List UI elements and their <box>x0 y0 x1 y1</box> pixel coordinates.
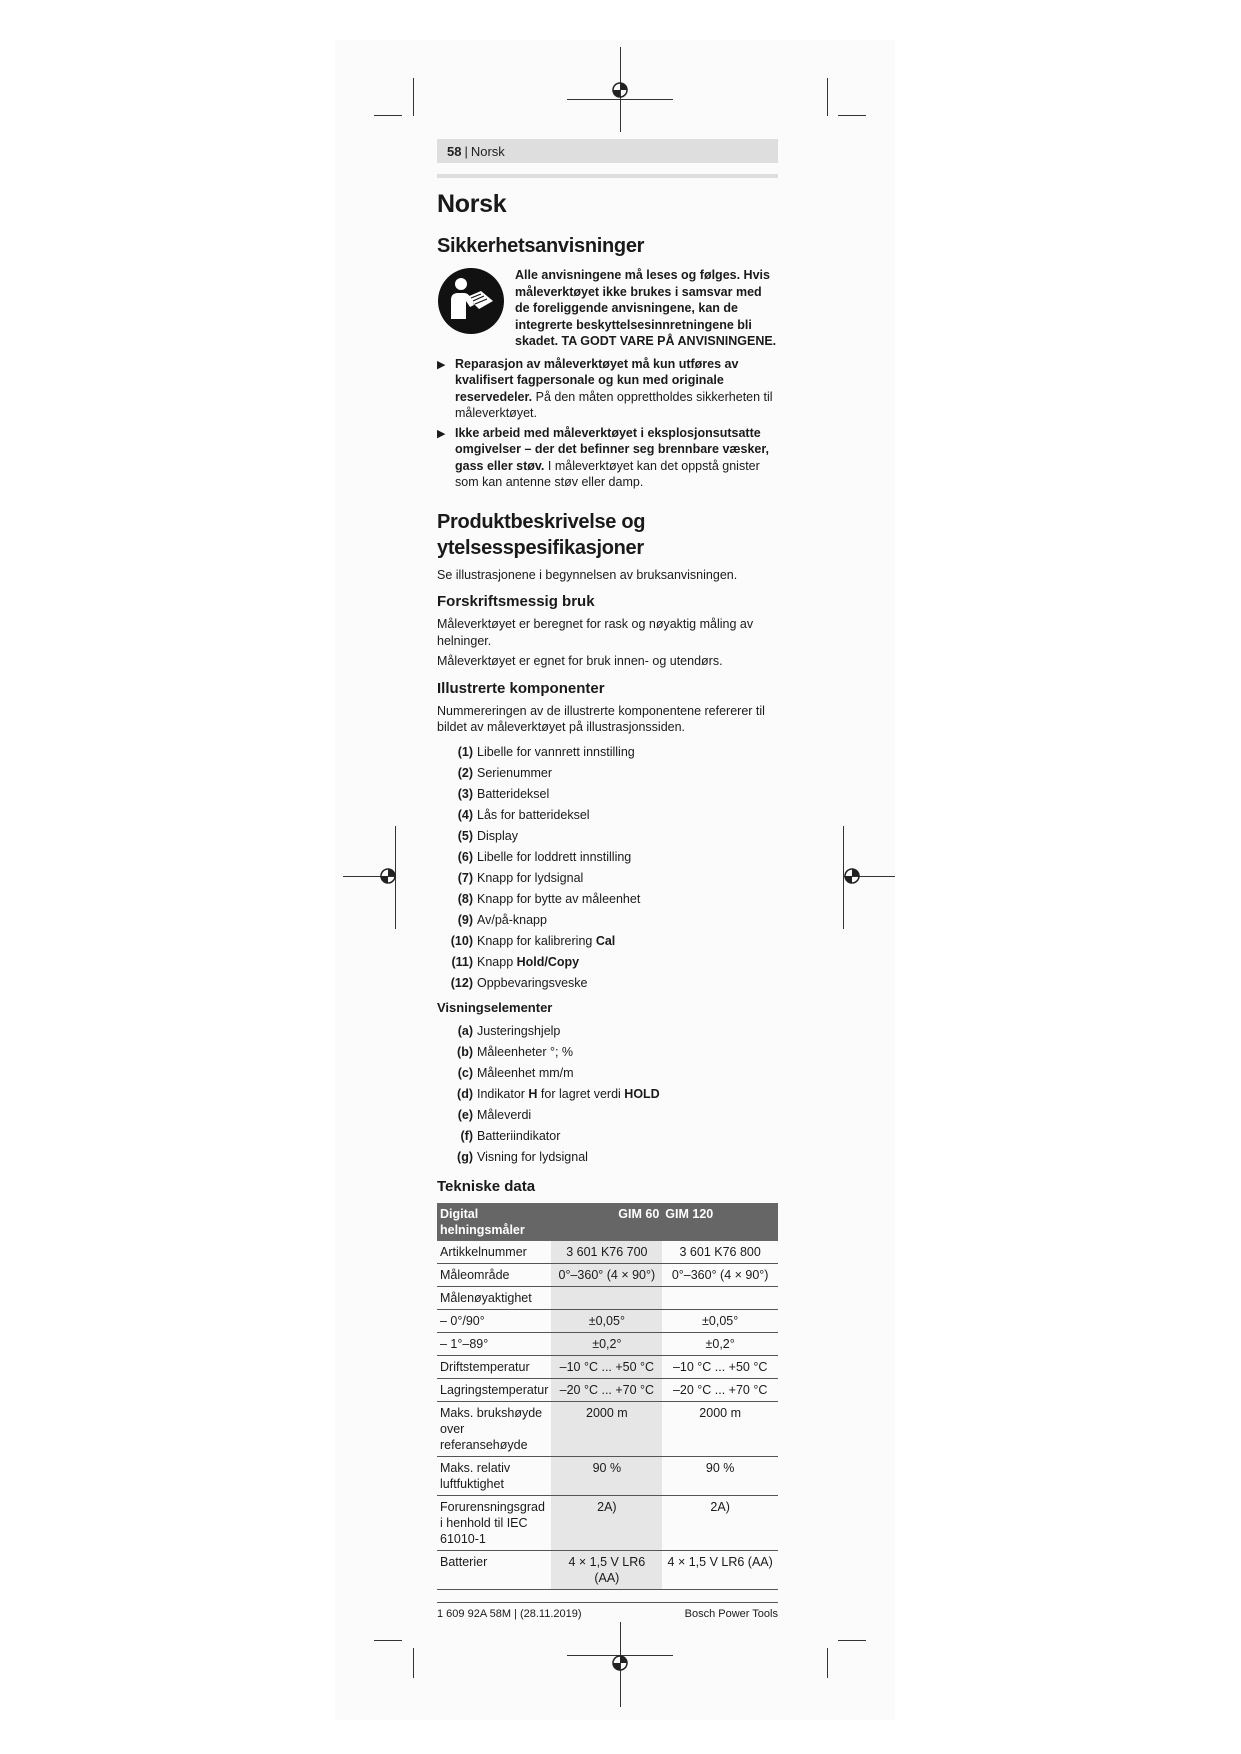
item-label-bold: H <box>528 1086 538 1101</box>
list-item <box>437 784 778 805</box>
item-label <box>477 1126 560 1147</box>
item-label-text: Libelle for vannrett innstilling <box>477 744 635 759</box>
item-label-bold: Cal <box>595 933 616 948</box>
crop-mark <box>413 1648 414 1678</box>
crop-mark <box>413 78 414 116</box>
item-number: (a) <box>457 1023 473 1038</box>
item-number: (3) <box>457 786 473 801</box>
table-header-cell: GIM 60 <box>551 1203 662 1241</box>
item-label <box>477 973 587 994</box>
table-cell: Maks. relativ luftfuktighet <box>437 1456 551 1495</box>
table-row <box>437 1456 778 1495</box>
item-label-text: Visning for lydsignal <box>477 1149 588 1164</box>
page-footer <box>437 1602 778 1620</box>
table-cell: ±0,2° <box>662 1332 778 1355</box>
item-label <box>477 847 631 868</box>
safety-warning <box>437 267 778 350</box>
table-row <box>437 1286 778 1309</box>
safety-bullet <box>437 425 778 491</box>
table-cell <box>551 1286 662 1309</box>
item-label-text: Serienummer <box>477 765 553 780</box>
section-heading-safety: Sikkerhetsanvisninger <box>437 235 645 257</box>
item-number: (g) <box>457 1149 473 1164</box>
bullet-text: På den måten opprettholdes sikkerheten til måleverktøyet. <box>455 389 773 420</box>
table-cell: Målenøyaktighet <box>437 1286 551 1309</box>
list-item <box>437 805 778 826</box>
table-row <box>437 1241 778 1264</box>
table-cell: –20 °C ... +70 °C <box>662 1378 778 1401</box>
table-cell: –10 °C ... +50 °C <box>662 1355 778 1378</box>
item-number: (4) <box>457 807 473 822</box>
item-label <box>477 1021 560 1042</box>
table-row <box>437 1309 778 1332</box>
list-item <box>437 1147 778 1168</box>
table-cell: 2000 m <box>662 1401 778 1456</box>
item-label <box>477 742 635 763</box>
table-cell: Lagringstemperatur <box>437 1378 551 1401</box>
table-cell: – 1°–89° <box>437 1332 551 1355</box>
table-cell: 2000 m <box>551 1401 662 1456</box>
table-row <box>437 1355 778 1378</box>
table-cell: Måleområde <box>437 1263 551 1286</box>
bullet-content <box>455 356 778 422</box>
item-label <box>477 931 615 952</box>
safety-bullet <box>437 356 778 422</box>
table-cell: 3 601 K76 700 <box>551 1241 662 1264</box>
crop-mark <box>838 115 866 116</box>
list-item <box>437 889 778 910</box>
intended-use-text: Måleverktøyet er beregnet for rask og nøyaktig måling av helninger. <box>437 617 754 648</box>
components-intro: Nummereringen av de illustrerte komponentene refererer til bildet av måleverktøyet på illustrasjonssiden. <box>437 703 765 734</box>
item-label-text: Indikator <box>477 1086 529 1101</box>
list-item <box>437 742 778 763</box>
table-cell: –20 °C ... +70 °C <box>551 1378 662 1401</box>
item-label <box>477 868 583 889</box>
table-cell: Artikkelnummer <box>437 1241 551 1264</box>
item-number: (1) <box>457 744 473 759</box>
components-list <box>437 742 778 994</box>
table-cell: 2A) <box>551 1495 662 1550</box>
header-language: Norsk <box>470 143 505 159</box>
table-cell: ±0,2° <box>551 1332 662 1355</box>
item-label-text: Batteriindikator <box>477 1128 561 1143</box>
item-label-text: Måleenheter °; % <box>477 1044 574 1059</box>
table-cell: –10 °C ... +50 °C <box>551 1355 662 1378</box>
table-cell: ±0,05° <box>662 1309 778 1332</box>
list-item <box>437 826 778 847</box>
item-label <box>477 805 590 826</box>
crop-mark <box>374 1640 402 1641</box>
subheading-tech-data: Tekniske data <box>437 1177 536 1195</box>
item-number: (6) <box>457 849 473 864</box>
bullet-content <box>455 425 778 491</box>
item-label-text: Batterideksel <box>477 786 550 801</box>
footer-doc-id: 1 609 92A 58M | (28.11.2019) <box>437 1608 582 1620</box>
document-page <box>437 139 778 1590</box>
table-cell: Maks. brukshøyde over referansehøyde <box>437 1401 551 1456</box>
registration-mark-icon <box>378 866 398 886</box>
table-cell <box>662 1286 778 1309</box>
item-number: (9) <box>457 912 473 927</box>
item-label-bold: HOLD <box>624 1086 660 1101</box>
heading-line: Produktbeskrivelse og <box>437 510 646 533</box>
table-header-cell: GIM 120 <box>662 1203 778 1241</box>
bullet-bold-text: Reparasjon av måleverktøyet må kun utføres av kvalifisert fagpersonale og kun med originale reservedeler. <box>455 356 739 404</box>
item-label-text: Måleenhet mm/m <box>477 1065 574 1080</box>
list-item <box>437 1084 778 1105</box>
table-row <box>437 1495 778 1550</box>
table-row <box>437 1550 778 1589</box>
read-manual-icon <box>437 267 505 335</box>
item-label-text: Libelle for loddrett innstilling <box>477 849 632 864</box>
list-item <box>437 910 778 931</box>
registration-mark-icon <box>610 1653 630 1673</box>
table-cell: 2A) <box>662 1495 778 1550</box>
table-row <box>437 1332 778 1355</box>
item-label-text: Måleverdi <box>477 1107 532 1122</box>
table-cell: ±0,05° <box>551 1309 662 1332</box>
table-row <box>437 1401 778 1456</box>
registration-mark-icon <box>842 866 862 886</box>
subheading-intended-use: Forskriftsmessig bruk <box>437 593 595 610</box>
table-cell: 4 × 1,5 V LR6 (AA) <box>551 1550 662 1589</box>
item-label <box>477 1084 660 1105</box>
item-number: (d) <box>457 1086 473 1101</box>
item-number: (5) <box>457 828 473 843</box>
item-label <box>477 1147 588 1168</box>
item-label-text: Lås for batterideksel <box>477 807 590 822</box>
table-cell: 0°–360° (4 × 90°) <box>551 1263 662 1286</box>
list-item <box>437 847 778 868</box>
item-label-text: Display <box>477 828 518 843</box>
item-label-text: for lagret verdi <box>537 1086 625 1101</box>
item-label-text: Knapp for lydsignal <box>477 870 584 885</box>
warning-text: Alle anvisningene må leses og følges. Hvis måleverktøyet ikke brukes i samsvar med de foreliggende anvisningene, kan de integrerte beskyttelsesinnretningene bli skadet. TA GODT VARE PÅ ANVISNINGENE. <box>515 268 777 348</box>
page-header <box>437 139 778 163</box>
list-item <box>437 763 778 784</box>
item-label <box>477 889 640 910</box>
table-cell: 90 % <box>662 1456 778 1495</box>
item-label <box>477 1042 573 1063</box>
crop-mark <box>374 115 402 116</box>
item-label-text: Av/på-knapp <box>477 912 547 927</box>
display-elements-list <box>437 1021 778 1168</box>
table-cell: 3 601 K76 800 <box>662 1241 778 1264</box>
table-cell: 0°–360° (4 × 90°) <box>662 1263 778 1286</box>
header-rule <box>437 174 778 178</box>
item-label-text: Knapp <box>477 954 517 969</box>
bullet-bold-text: Ikke arbeid med måleverktøyet i eksplosjonsutsatte omgivelser – der det befinner seg brennbare væsker, gass eller støv. <box>455 425 770 473</box>
list-item <box>437 1063 778 1084</box>
subheading-components: Illustrerte komponenter <box>437 679 605 697</box>
item-number: (e) <box>457 1107 473 1122</box>
page-number: 58 <box>447 143 462 159</box>
list-item <box>437 1126 778 1147</box>
footer-brand: Bosch Power Tools <box>684 1608 778 1620</box>
item-label-bold: Hold/Copy <box>516 954 580 969</box>
item-label-text: Knapp for bytte av måleenhet <box>477 891 641 906</box>
item-label-text: Oppbevaringsveske <box>477 975 588 990</box>
item-label <box>477 910 547 931</box>
heading-line: ytelsesspesifikasjoner <box>437 536 644 559</box>
bullet-triangle-icon: ▶ <box>437 427 446 440</box>
crop-mark <box>827 78 828 116</box>
crop-mark <box>827 1648 828 1678</box>
bullet-text: I måleverktøyet kan det oppstå gnister som kan antenne støv eller damp. <box>455 458 760 489</box>
table-cell: 90 % <box>551 1456 662 1495</box>
section-heading-product <box>437 509 778 561</box>
item-number: (7) <box>457 870 473 885</box>
item-number: (2) <box>457 765 473 780</box>
item-number: (11) <box>451 954 473 969</box>
item-label <box>477 1063 574 1084</box>
table-header-row <box>437 1203 778 1241</box>
item-label-text: Knapp for kalibrering <box>477 933 596 948</box>
item-label <box>477 763 552 784</box>
tech-data-table <box>437 1203 778 1590</box>
list-item <box>437 1105 778 1126</box>
table-cell: Driftstemperatur <box>437 1355 551 1378</box>
list-item <box>437 931 778 952</box>
table-cell: Forurensningsgrad i henhold til IEC 61010-1 <box>437 1495 551 1550</box>
list-item <box>437 1042 778 1063</box>
list-item <box>437 973 778 994</box>
intended-use-text: Måleverktøyet er egnet for bruk innen- og utendørs. <box>437 654 723 668</box>
table-cell: Batterier <box>437 1550 551 1589</box>
item-label <box>477 1105 531 1126</box>
table-header-cell: Digital helningsmåler <box>437 1203 551 1241</box>
table-row <box>437 1378 778 1401</box>
item-label <box>477 784 549 805</box>
item-label-text: Justeringshjelp <box>477 1023 561 1038</box>
page-title: Norsk <box>437 190 507 218</box>
item-number: (12) <box>450 975 473 990</box>
item-number: (f) <box>460 1128 473 1143</box>
list-item <box>437 868 778 889</box>
bullet-triangle-icon: ▶ <box>437 358 446 371</box>
subheading-display-elements: Visningselementer <box>437 999 553 1015</box>
registration-mark-icon <box>610 80 630 100</box>
list-item <box>437 952 778 973</box>
header-separator: | <box>464 143 468 159</box>
item-label <box>477 952 579 973</box>
item-number: (c) <box>457 1065 473 1080</box>
list-item <box>437 1021 778 1042</box>
table-cell: 4 × 1,5 V LR6 (AA) <box>662 1550 778 1589</box>
product-intro: Se illustrasjonene i begynnelsen av bruksanvisningen. <box>437 567 738 582</box>
crop-mark <box>838 1640 866 1641</box>
item-number: (b) <box>457 1044 473 1059</box>
table-row <box>437 1263 778 1286</box>
item-number: (10) <box>450 933 473 948</box>
item-label <box>477 826 518 847</box>
item-number: (8) <box>457 891 473 906</box>
table-cell: – 0°/90° <box>437 1309 551 1332</box>
